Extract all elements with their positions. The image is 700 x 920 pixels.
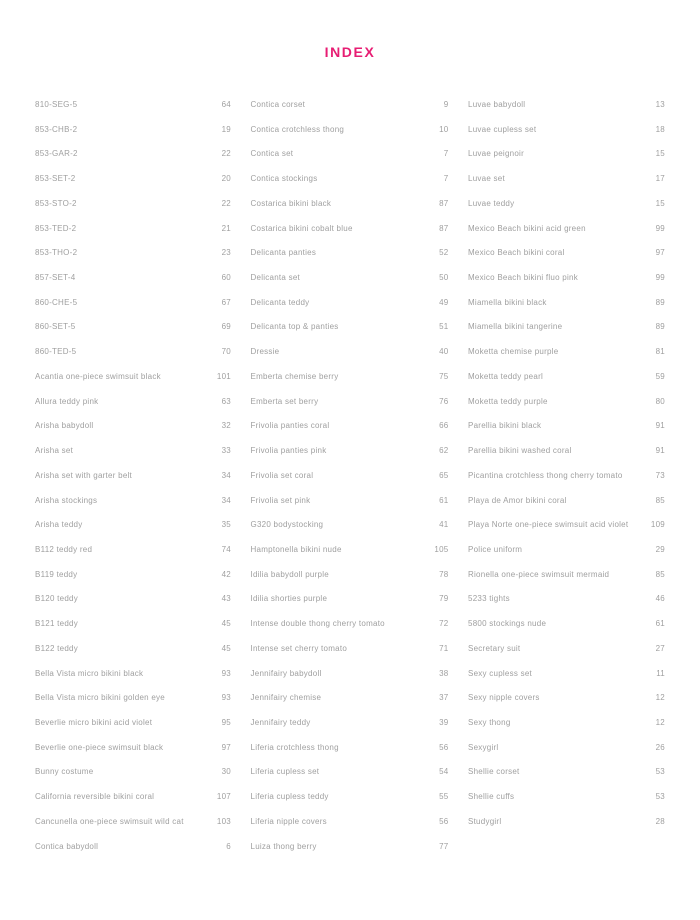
index-entry [468,273,665,298]
entry-page-number: 11 [656,668,665,678]
index-entry [251,100,449,125]
entry-page-number: 46 [655,594,665,604]
entry-page-number: 89 [655,322,665,332]
entry-label: 853-GAR-2 [35,149,78,159]
entry-page-number: 26 [655,742,665,752]
entry-label: Arisha set [35,446,74,456]
index-entry [35,322,231,347]
entry-page-number: 109 [650,520,665,530]
index-entry [251,669,449,694]
entry-label: Cancunella one-piece swimsuit wild cat [35,816,184,826]
index-entry [251,545,449,570]
index-entry [35,792,231,817]
entry-page-number: 93 [221,693,231,703]
entry-label: Arisha babydoll [35,421,94,431]
entry-page-number: 69 [221,322,231,332]
index-entry [468,792,665,817]
index-entry [251,298,449,323]
entry-label: Contica crotchless thong [250,124,345,134]
entry-page-number: 65 [439,470,449,480]
index-entry [35,471,231,496]
entry-page-number: 34 [221,470,231,480]
entry-page-number: 89 [655,297,665,307]
entry-label: Luvae peignoir [468,149,524,159]
index-entry [468,743,665,768]
index-entry [468,594,665,619]
entry-page-number: 49 [439,297,449,307]
entry-label: Jennifairy teddy [250,717,311,727]
entry-label: Shellie corset [468,767,520,777]
index-entry [468,644,665,669]
index-entry [468,199,665,224]
entry-label: B122 teddy [35,643,78,653]
entry-page-number: 20 [221,174,231,184]
entry-label: 810-SEG-5 [35,100,78,109]
index-entry [251,842,449,867]
entry-page-number: 99 [655,223,665,233]
index-entry [468,248,665,273]
entry-page-number: 91 [655,421,665,431]
entry-page-number: 17 [655,174,665,184]
index-entry [35,298,231,323]
index-entry [251,718,449,743]
index-entry [251,149,449,174]
index-entry [468,520,665,545]
index-column-3 [468,100,665,866]
index-entry [468,347,665,372]
entry-page-number: 50 [439,273,449,283]
index-entry [251,792,449,817]
index-entry [251,174,449,199]
index-entry [35,545,231,570]
entry-label: 853-STO-2 [35,198,77,208]
entry-label: 853-THO-2 [35,248,78,258]
index-entry [468,174,665,199]
entry-page-number: 30 [221,767,231,777]
entry-page-number: 59 [655,371,665,381]
entry-label: Frivolia set coral [250,470,314,480]
entry-label: Beverlie one-piece swimsuit black [35,742,164,752]
entry-label: Frivolia set pink [250,495,311,505]
index-entry [35,644,231,669]
index-entry [251,471,449,496]
entry-label: Liferia cupless set [250,767,320,777]
entry-label: Bella Vista micro bikini black [35,668,144,678]
entry-page-number: 72 [439,619,449,629]
entry-page-number: 51 [439,322,449,332]
entry-label: Moketta teddy pearl [468,371,544,381]
entry-page-number: 53 [655,792,665,802]
index-entry [35,273,231,298]
index-entry [35,743,231,768]
index-entry [468,149,665,174]
index-entry [251,322,449,347]
entry-page-number: 42 [221,569,231,579]
entry-label: Intense set cherry tomato [250,643,348,653]
index-grid [35,100,665,866]
entry-label: Delicanta top & panties [250,322,339,332]
entry-label: Moketta teddy purple [468,396,548,406]
entry-label: Delicanta set [250,273,300,283]
entry-page-number: 15 [655,198,665,208]
entry-label: 853-SET-2 [35,174,76,184]
entry-page-number: 61 [655,619,665,629]
index-entry [251,273,449,298]
entry-label: Mexico Beach bikini acid green [468,223,586,233]
entry-page-number: 85 [655,569,665,579]
entry-label: Contica stockings [250,174,318,184]
entry-label: 857-SET-4 [35,273,76,283]
entry-label: Police uniform [468,544,523,554]
index-entry [251,693,449,718]
entry-label: Idilia babydoll purple [250,569,329,579]
entry-page-number: 12 [655,693,665,703]
index-entry [35,718,231,743]
index-entry [251,520,449,545]
entry-page-number: 64 [221,100,231,109]
index-entry [35,767,231,792]
index-entry [251,644,449,669]
entry-label: Acantia one-piece swimsuit black [35,371,161,381]
entry-label: Emberta set berry [250,396,319,406]
entry-label: Playa de Amor bikini coral [468,495,567,505]
entry-label: B121 teddy [35,619,78,629]
index-entry [35,347,231,372]
index-entry [468,298,665,323]
entry-label: Parellia bikini washed coral [468,446,572,456]
index-column-1 [35,100,231,866]
index-entry [251,372,449,397]
entry-label: Delicanta panties [250,248,317,258]
entry-label: B112 teddy red [35,544,93,554]
entry-page-number: 56 [439,816,449,826]
entry-label: Bunny costume [35,767,94,777]
entry-label: Contica corset [250,100,306,109]
index-entry [251,817,449,842]
entry-label: Delicanta teddy [250,297,310,307]
entry-page-number: 52 [439,248,449,258]
entry-label: Luvae babydoll [468,100,526,109]
entry-page-number: 77 [439,841,449,851]
index-entry [251,767,449,792]
entry-page-number: 45 [221,643,231,653]
entry-label: Arisha stockings [35,495,98,505]
index-entry [35,421,231,446]
entry-label: Idilia shorties purple [250,594,328,604]
entry-page-number: 41 [439,520,449,530]
entry-label: Mexico Beach bikini coral [468,248,565,258]
entry-page-number: 107 [216,792,231,802]
entry-label: Shellie cuffs [468,792,515,802]
index-entry [35,842,231,867]
entry-label: B119 teddy [35,569,78,579]
entry-page-number: 7 [443,174,449,184]
entry-page-number: 63 [221,396,231,406]
entry-page-number: 13 [655,100,665,109]
entry-page-number: 19 [221,124,231,134]
entry-page-number: 40 [439,347,449,357]
entry-page-number: 60 [221,273,231,283]
entry-label: Hamptonella bikini nude [250,544,342,554]
entry-label: Jennifairy chemise [250,693,322,703]
page-title: INDEX [324,44,376,60]
entry-page-number: 103 [216,816,231,826]
entry-label: Miamella bikini black [468,297,547,307]
entry-page-number: 97 [221,742,231,752]
entry-page-number: 45 [221,619,231,629]
entry-page-number: 85 [655,495,665,505]
entry-label: Frivolia panties pink [250,446,327,456]
entry-page-number: 93 [221,668,231,678]
entry-page-number: 55 [439,792,449,802]
entry-page-number: 79 [439,594,449,604]
entry-label: Luvae cupless set [468,124,537,134]
entry-page-number: 7 [443,149,449,159]
entry-label: Arisha set with garter belt [35,470,133,480]
entry-page-number: 28 [655,816,665,826]
index-entry [35,520,231,545]
entry-page-number: 76 [439,396,449,406]
entry-page-number: 56 [439,742,449,752]
entry-label: 860-SET-5 [35,322,76,332]
index-entry [35,446,231,471]
index-entry [251,397,449,422]
entry-page-number: 74 [221,544,231,554]
index-entry [251,224,449,249]
entry-label: Mexico Beach bikini fluo pink [468,273,578,283]
index-entry [35,174,231,199]
index-entry [35,100,231,125]
entry-page-number: 6 [226,841,231,851]
entry-label: Liferia crotchless thong [250,742,339,752]
entry-label: 5233 tights [468,594,510,604]
entry-page-number: 15 [655,149,665,159]
index-entry [468,446,665,471]
entry-page-number: 87 [439,223,449,233]
entry-label: Costarica bikini black [250,198,332,208]
entry-page-number: 80 [655,396,665,406]
index-entry [251,248,449,273]
index-entry [35,125,231,150]
entry-label: Bella Vista micro bikini golden eye [35,693,165,703]
index-entry [468,669,665,694]
index-entry [468,693,665,718]
index-entry [251,619,449,644]
index-entry [251,446,449,471]
entry-page-number: 97 [655,248,665,258]
entry-page-number: 81 [655,347,665,357]
index-entry [35,693,231,718]
entry-label: Dressie [250,347,280,357]
entry-page-number: 53 [655,767,665,777]
index-entry [468,322,665,347]
index-entry [468,372,665,397]
entry-page-number: 9 [443,100,449,109]
index-entry [35,397,231,422]
index-entry [35,199,231,224]
index-entry [251,347,449,372]
entry-page-number: 67 [221,297,231,307]
index-entry [251,594,449,619]
entry-label: Studygirl [468,816,502,826]
entry-label: Moketta chemise purple [468,347,559,357]
entry-label: California reversible bikini coral [35,792,155,802]
entry-label: G320 bodystocking [250,520,324,530]
entry-label: Miamella bikini tangerine [468,322,563,332]
index-entry [251,421,449,446]
entry-label: Liferia cupless teddy [250,792,329,802]
index-entry [468,421,665,446]
entry-label: B120 teddy [35,594,78,604]
entry-label: 860-TED-5 [35,347,77,357]
entry-page-number: 29 [655,544,665,554]
index-entry [251,199,449,224]
entry-label: Costarica bikini cobalt blue [250,223,353,233]
entry-page-number: 27 [655,643,665,653]
entry-page-number: 61 [439,495,449,505]
index-entry [251,125,449,150]
index-entry [35,570,231,595]
entry-label: Allura teddy pink [35,396,99,406]
index-entry [251,570,449,595]
index-entry [35,669,231,694]
entry-page-number: 105 [434,544,449,554]
entry-label: Secretary suit [468,643,521,653]
index-entry [468,471,665,496]
entry-page-number: 34 [221,495,231,505]
entry-label: Beverlie micro bikini acid violet [35,717,153,727]
index-entry [35,149,231,174]
entry-page-number: 99 [655,273,665,283]
entry-page-number: 87 [439,198,449,208]
index-entry [35,817,231,842]
entry-label: Sexygirl [468,742,499,752]
entry-page-number: 22 [221,149,231,159]
entry-label: Picantina crotchless thong cherry tomato [468,470,623,480]
entry-page-number: 35 [221,520,231,530]
index-entry [468,224,665,249]
index-column-2 [251,100,449,866]
entry-page-number: 37 [439,693,449,703]
entry-page-number: 23 [221,248,231,258]
entry-label: Sexy thong [468,717,511,727]
entry-page-number: 18 [655,124,665,134]
index-entry [35,594,231,619]
index-entry [251,496,449,521]
entry-page-number: 62 [439,446,449,456]
entry-page-number: 43 [221,594,231,604]
entry-page-number: 70 [221,347,231,357]
index-entry [468,718,665,743]
entry-page-number: 39 [439,717,449,727]
entry-page-number: 54 [439,767,449,777]
entry-page-number: 38 [439,668,449,678]
entry-label: Luvae set [468,174,505,184]
index-entry [468,100,665,125]
entry-page-number: 10 [439,124,449,134]
index-entry [35,619,231,644]
entry-label: Liferia nipple covers [250,816,327,826]
entry-page-number: 78 [439,569,449,579]
index-entry [35,224,231,249]
index-entry [468,397,665,422]
entry-label: Frivolia panties coral [250,421,330,431]
index-entry [468,125,665,150]
index-entry [35,248,231,273]
index-entry [251,743,449,768]
entry-page-number: 32 [221,421,231,431]
entry-label: 5800 stockings nude [468,619,547,629]
entry-label: Parellia bikini black [468,421,542,431]
entry-label: Playa Norte one-piece swimsuit acid violet [468,520,629,530]
entry-page-number: 33 [221,446,231,456]
entry-label: Contica set [250,149,294,159]
entry-label: Arisha teddy [35,520,83,530]
index-entry [468,545,665,570]
entry-page-number: 12 [655,717,665,727]
index-entry [468,570,665,595]
entry-label: 853-TED-2 [35,223,77,233]
entry-page-number: 75 [439,371,449,381]
entry-label: Sexy nipple covers [468,693,540,703]
entry-page-number: 21 [221,223,231,233]
entry-page-number: 66 [439,421,449,431]
index-entry [35,372,231,397]
entry-page-number: 91 [655,446,665,456]
index-entry [468,619,665,644]
entry-label: Jennifairy babydoll [250,668,322,678]
entry-label: 860-CHE-5 [35,297,78,307]
index-entry [468,767,665,792]
index-entry [468,817,665,842]
entry-label: Contica babydoll [35,841,99,851]
entry-label: Intense double thong cherry tomato [250,619,385,629]
entry-label: Luiza thong berry [250,841,317,851]
entry-page-number: 73 [655,470,665,480]
entry-label: Rionella one-piece swimsuit mermaid [468,569,610,579]
entry-page-number: 22 [221,198,231,208]
entry-page-number: 95 [221,717,231,727]
entry-label: Emberta chemise berry [250,371,339,381]
entry-page-number: 101 [216,371,231,381]
index-entry [35,496,231,521]
entry-label: Luvae teddy [468,198,515,208]
index-entry [468,496,665,521]
entry-label: 853-CHB-2 [35,124,78,134]
entry-label: Sexy cupless set [468,668,533,678]
entry-page-number: 71 [439,643,449,653]
